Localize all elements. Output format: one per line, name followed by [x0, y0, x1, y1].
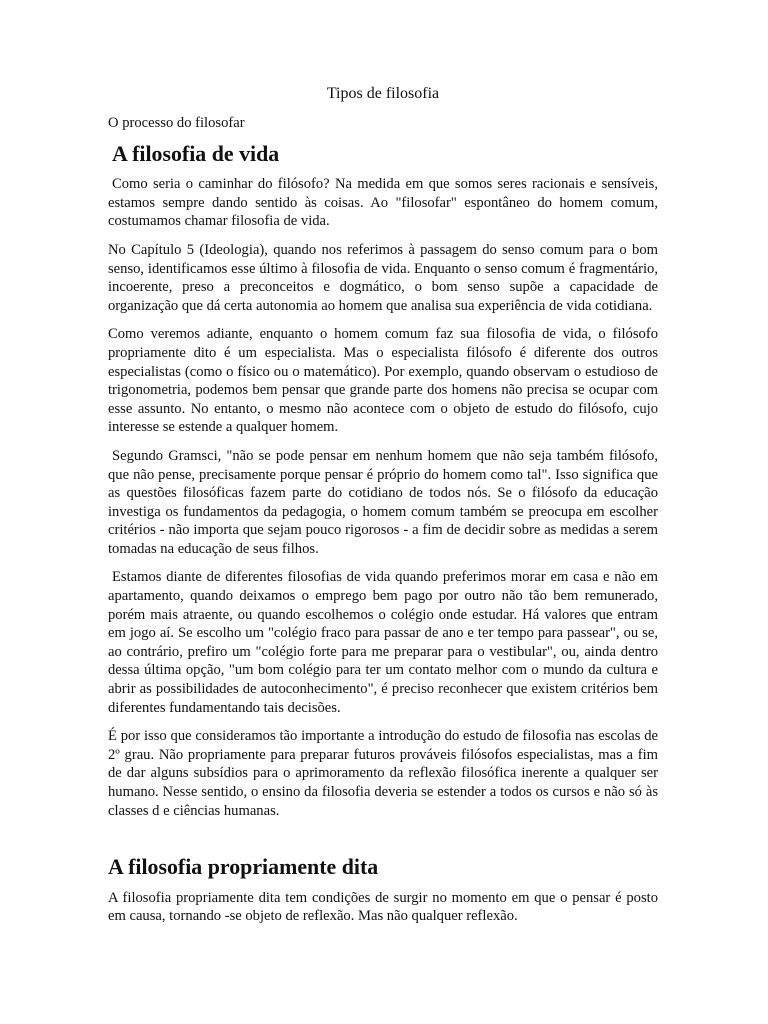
paragraph: Como veremos adiante, enquanto o homem comum faz sua filosofia de vida, o filósofo propriamente dito é um especialista. Mas o especialista filósofo é diferente dos outros especialistas (como o físico ou o matemático). Por exemplo, quando observam o estudioso de trigonometria, podemos bem pensar que grande parte dos homens não precisa se ocupar com esse assunto. No entanto, o mesmo não acontece com o objeto de estudo do filósofo, cujo interesse se estende a qualquer homem.: [108, 326, 658, 436]
document-subtitle: O processo do filosofar: [108, 115, 245, 131]
paragraph: Como seria o caminhar do filósofo? Na medida em que somos seres racionais e sensíveis, estamos sempre dando sentido às coisas. Ao "filosofar" espontâneo do homem comum, costumamos chamar filosofia de vida.: [108, 176, 658, 230]
section-heading-filosofia-propriamente-dita: A filosofia propriamente dita: [108, 854, 379, 880]
paragraph: É por isso que consideramos tão importante a introdução do estudo de filosofia nas escolas de 2º grau. Não propriamente para preparar futuros prováveis filósofos especialistas, mas a fim de dar alguns subsídios para o aprimoramento da reflexão filosófica inerente a qualquer ser humano. Nesse sentido, o ensino da filosofia deveria se estender a todos os cursos e não só às classes d e ciências humanas.: [108, 728, 658, 819]
paragraph: Estamos diante de diferentes filosofias de vida quando preferimos morar em casa e não em apartamento, quando deixamos o emprego bem pago por outro não tão bem remunerado, porém mais atraente, ou quando escolhemos o colégio onde estudar. Há valores que entram em jogo aí. Se escolho um "colégio fraco para passar de ano e ter tempo para passear", ou se, ao contrário, prefiro um "colégio forte para me preparar para o vestibular", ou, ainda dentro dessa última opção, "um bom colégio para ter um contato melhor com o mundo da cultura e abrir as possibilidades de autoconhecimento", é preciso reconhecer que existem critérios bem diferentes fundamentando tais decisões.: [108, 569, 658, 716]
section-heading-filosofia-de-vida: A filosofia de vida: [112, 140, 280, 166]
paragraph: Segundo Gramsci, "não se pode pensar em nenhum homem que não seja também filósofo, que não pense, precisamente porque pensar é próprio do homem como tal". Isso significa que as questões filosóficas fazem parte do cotidiano de todos nós. Se o filósofo da educação investiga os fundamentos da pedagogia, o homem comum também se preocupa em escolher critérios - não importa que sejam pouco rigorosos - a fim de decidir sobre as medidas a serem tomadas na educação de seus filhos.: [108, 447, 658, 557]
paragraph: No Capítulo 5 (Ideologia), quando nos referimos à passagem do senso comum para o bom senso, identificamos esse último à filosofia de vida. Enquanto o senso comum é fragmentário, incoerente, preso a preconceitos e dogmático, o bom senso supõe a capacidade de organização que dá certa autonomia ao homem que analisa sua experiência de vida cotidiana.: [108, 241, 658, 314]
document-title: Tipos de filosofia: [326, 85, 440, 102]
document-page: [108, 84, 658, 936]
paragraph: A filosofia propriamente dita tem condições de surgir no momento em que o pensar é posto em causa, tornando -se objeto de reflexão. Mas não qualquer reflexão.: [108, 889, 658, 925]
